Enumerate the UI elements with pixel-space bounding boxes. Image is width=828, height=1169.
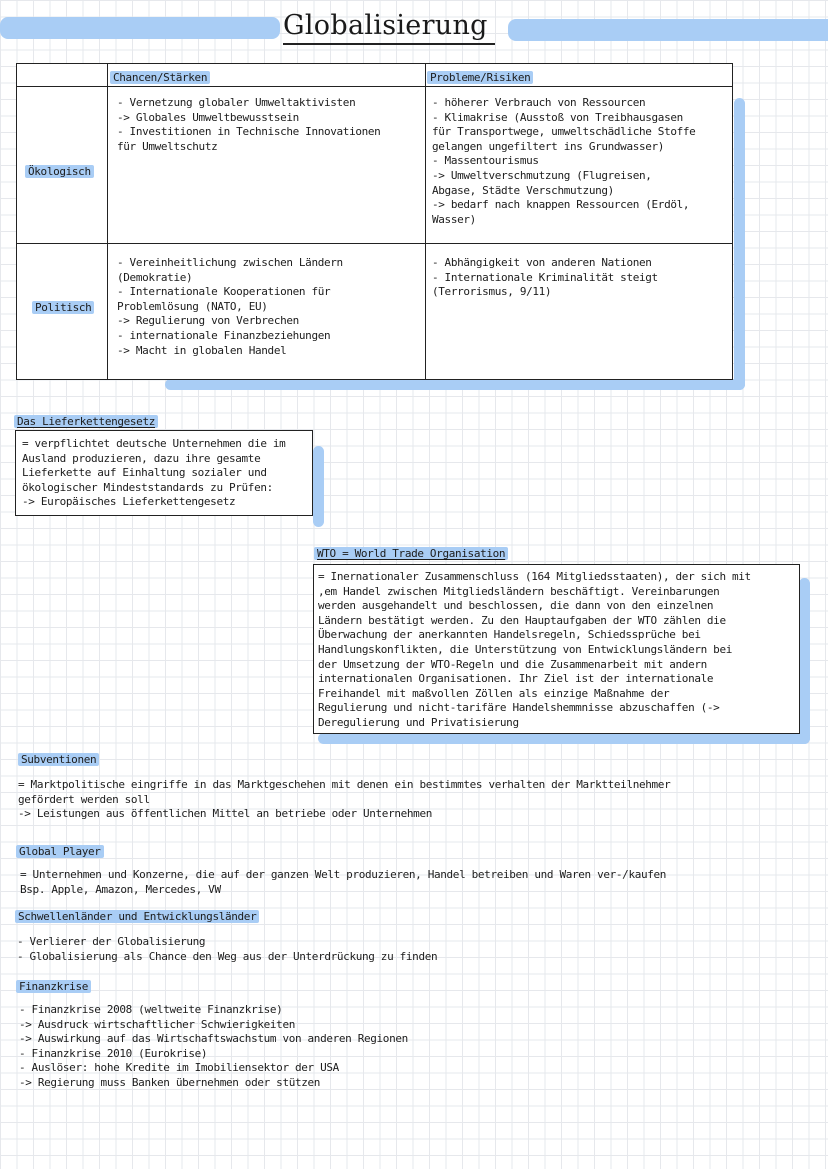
table-shadow-right: [734, 98, 745, 390]
lieferkette-box: = verpflichtet deutsche Unternehmen die im Ausland produzieren, dazu ihre gesamte Lieferkette auf Einhaltung sozialer und ökologischer Mindeststandards zu Prüfen: -> Europäisches Lieferkettengesetz: [15, 430, 313, 516]
table-header-line: [17, 86, 732, 87]
finanzkrise-heading: Finanzkrise: [16, 980, 91, 995]
oekologisch-chancen: - Vernetzung globaler Umweltaktivisten -> Globales Umweltbewusstsein - Investitionen in Technische Innovationen für Umweltschutz: [117, 96, 381, 153]
lieferkette-shadow: [313, 446, 324, 527]
table-divider-middle: [425, 64, 426, 379]
wto-heading: WTO = World Trade Organisation: [314, 547, 508, 562]
globalization-table: [16, 63, 733, 380]
table-divider-label-col: [107, 64, 108, 379]
wto-box: = Inernationaler Zusammenschluss (164 Mitgliedsstaaten), der sich mit ,em Handel zwischen Mitgliedsländern beschäftigt. Vereinbarungen werden ausgehandelt und beschlossen, die dann von den einzelnen Ländern bestätigt werden. Zu den Hauptaufgaben der WTO zählen die Überwachung der anerkannten Handelsregeln, Schiedssprüche bei Handlungskonflikten, die Unterstützung von Entwicklungsländern bei der Umsetzung der WTO-Regeln und die Zusammenarbeit mit andern internationalen Organisationen. Ihr Ziel ist der internationale Freihandel mit maßvollen Zöllen als einzige Maßnahme der Regulierung und nicht-tarifäre Handelshemmnisse abzuschaffen (-> Deregulierung und Privatisierung: [313, 564, 800, 734]
table-shadow-bottom: [165, 379, 745, 390]
title-highlight-right: [508, 19, 828, 41]
col-header-risiken: Probleme/Risiken: [427, 71, 533, 86]
row-label-politisch: Politisch: [32, 301, 94, 316]
schwellenlaender-heading: Schwellenländer und Entwicklungsländer: [15, 910, 259, 925]
politisch-risiken: - Abhängigkeit von anderen Nationen - Internationale Kriminalität steigt (Terrorismus, 9/11): [432, 256, 658, 299]
subventionen-text: = Marktpolitische eingriffe in das Marktgeschehen mit denen ein bestimmtes verhalten der Marktteilnehmer gefördert werden soll -> Leistungen aus öffentlichen Mittel an betriebe oder Unternehmen: [18, 778, 671, 821]
col-header-chancen: Chancen/Stärken: [110, 71, 210, 86]
finanzkrise-text: - Finanzkrise 2008 (weltweite Finanzkrise) -> Ausdruck wirtschaftlicher Schwierigkeiten -> Auswirkung auf das Wirtschaftswachstum von anderen Regionen - Finanzkrise 2010 (Eurokrise) - Auslöser: hohe Kredite im Imobiliensektor der USA -> Regierung muss Banken übernehmen oder stützen: [19, 1003, 408, 1089]
table-row-divider: [17, 243, 732, 244]
title-underline: [283, 43, 495, 45]
subventionen-heading: Subventionen: [18, 753, 99, 768]
global-player-heading: Global Player: [16, 845, 104, 860]
global-player-text: = Unternehmen und Konzerne, die auf der ganzen Welt produzieren, Handel betreiben und Waren ver-/kaufen Bsp. Apple, Amazon, Mercedes, VW: [20, 868, 667, 896]
wto-shadow-bottom: [318, 733, 810, 744]
schwellenlaender-text: - Verlierer der Globalisierung - Globalisierung als Chance den Weg aus der Unterdrückung zu finden: [17, 935, 438, 963]
title-highlight-left: [0, 17, 280, 39]
oekologisch-risiken: - höherer Verbrauch von Ressourcen - Klimakrise (Ausstoß von Treibhausgasen für Transportwege, umweltschädliche Stoffe gelangen ungefiltert ins Grundwasser) - Massentourismus -> Umweltverschmutzung (Flugreisen, Abgase, Städte Verschmutzung) -> bedarf nach knappen Ressourcen (Erdöl, Wasser): [432, 96, 696, 226]
row-label-oekologisch: Ökologisch: [25, 165, 94, 180]
lieferkette-heading: Das Lieferkettengesetz: [14, 415, 158, 430]
politisch-chancen: - Vereinheitlichung zwischen Ländern (Demokratie) - Internationale Kooperationen für Problemlösung (NATO, EU) -> Regulierung von Verbrechen - internationale Finanzbeziehungen -> Macht in globalen Handel: [117, 256, 343, 357]
wto-shadow-right: [799, 578, 810, 744]
page-title: Globalisierung: [283, 10, 488, 41]
